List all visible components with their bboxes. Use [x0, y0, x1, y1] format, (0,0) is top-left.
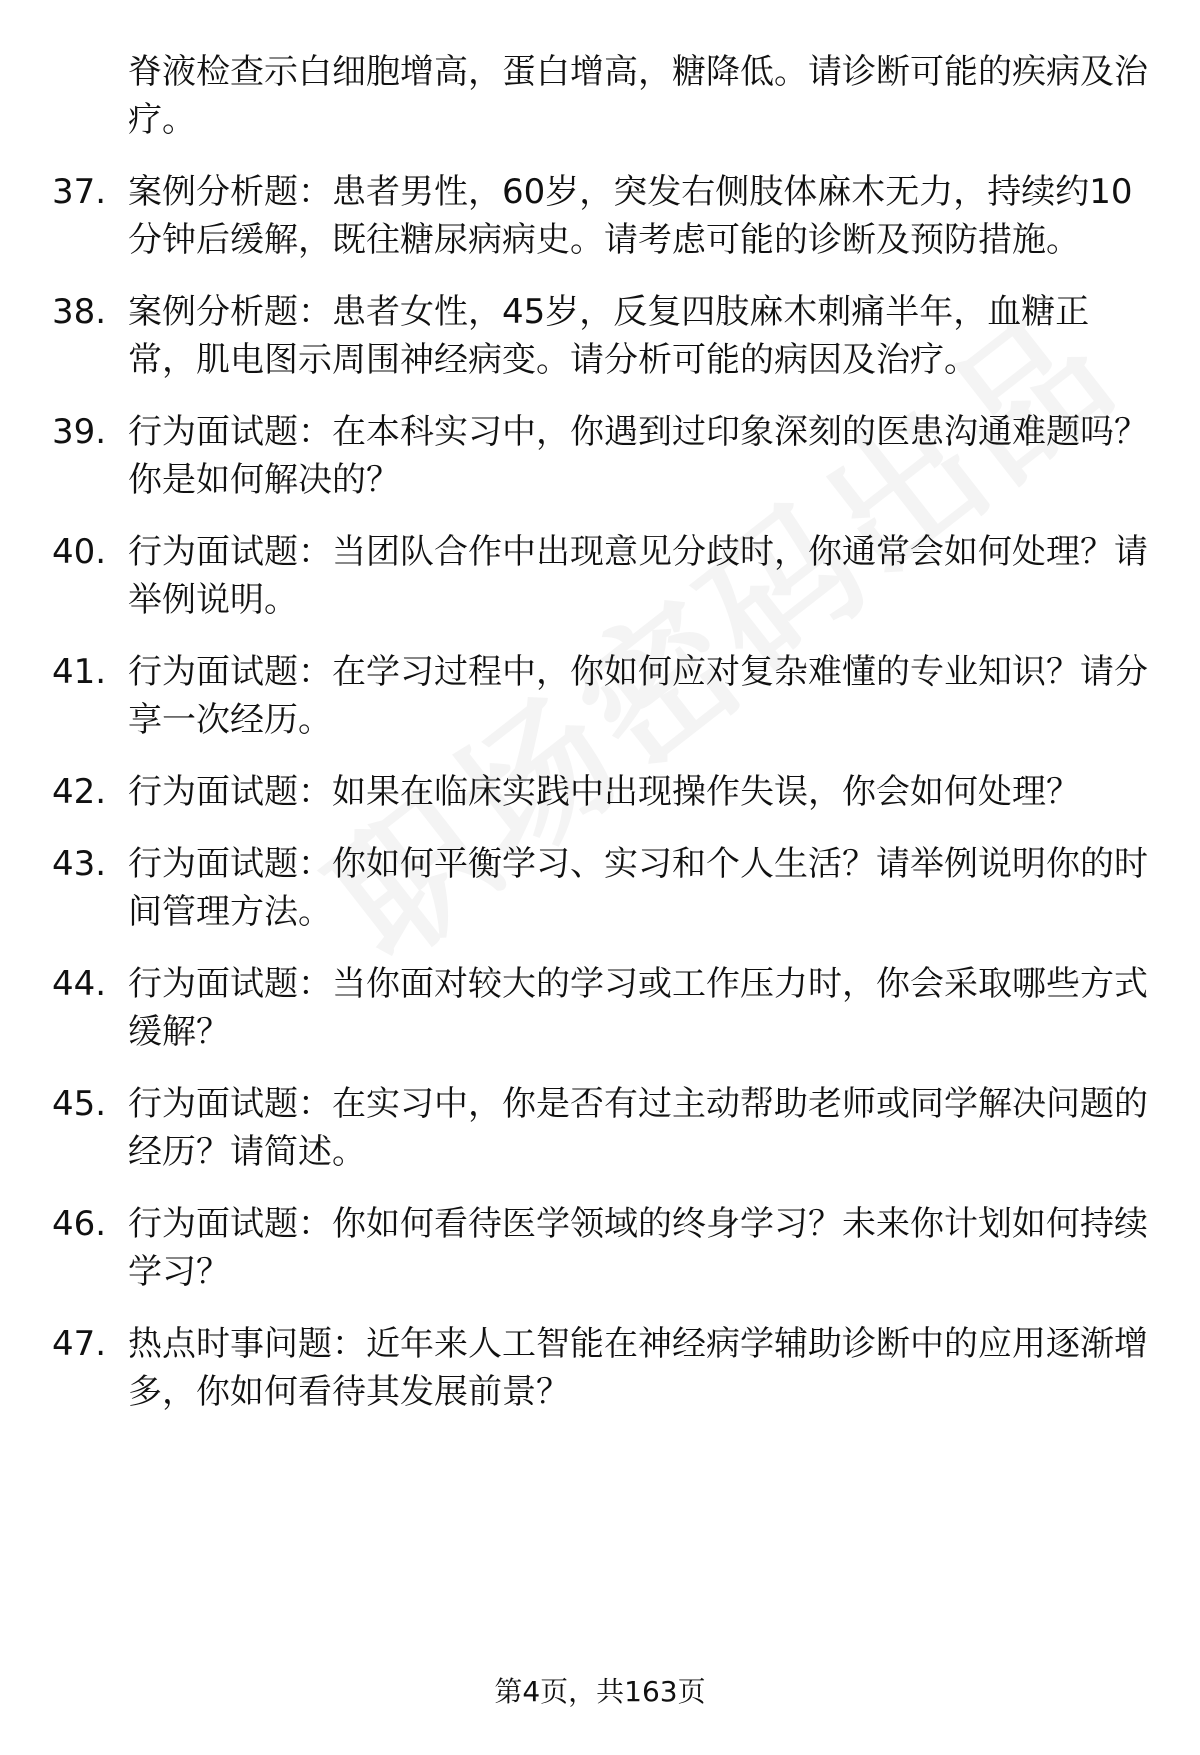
continued-question-text: 脊液检查示白细胞增高，蛋白增高，糖降低。请诊断可能的疾病及治疗。 — [128, 52, 1148, 140]
question-text: 热点时事问题：近年来人工智能在神经病学辅助诊断中的应用逐渐增多，你如何看待其发展前景？ — [128, 1324, 1148, 1412]
question-number: 40. — [52, 532, 107, 572]
page-footer: 第4页，共163页 — [494, 1675, 706, 1708]
question-text: 行为面试题：在实习中，你是否有过主动帮助老师或同学解决问题的经历？请简述。 — [128, 1084, 1148, 1172]
question-item — [0, 960, 1200, 1056]
question-number: 43. — [52, 844, 107, 884]
question-number: 39. — [52, 412, 107, 452]
question-number: 37. — [52, 172, 107, 212]
question-text: 行为面试题：在本科实习中，你遇到过印象深刻的医患沟通难题吗？你是如何解决的？ — [128, 412, 1148, 500]
question-list — [0, 48, 1200, 1440]
question-text: 案例分析题：患者男性，60岁，突发右侧肢体麻木无力，持续约10分钟后缓解，既往糖尿病病史。请考虑可能的诊断及预防措施。 — [128, 172, 1133, 260]
question-item — [0, 768, 1200, 816]
question-item — [0, 408, 1200, 504]
question-item — [0, 1080, 1200, 1176]
question-number: 41. — [52, 652, 107, 692]
continued-question — [0, 48, 1200, 144]
question-item — [0, 168, 1200, 264]
question-text: 行为面试题：当你面对较大的学习或工作压力时，你会采取哪些方式缓解？ — [128, 964, 1148, 1052]
question-item — [0, 1320, 1200, 1416]
question-number: 45. — [52, 1084, 107, 1124]
question-item — [0, 288, 1200, 384]
question-text: 行为面试题：在学习过程中，你如何应对复杂难懂的专业知识？请分享一次经历。 — [128, 652, 1148, 740]
question-text: 行为面试题：你如何看待医学领域的终身学习？未来你计划如何持续学习？ — [128, 1204, 1148, 1292]
question-text: 行为面试题：你如何平衡学习、实习和个人生活？请举例说明你的时间管理方法。 — [128, 844, 1148, 932]
question-item — [0, 648, 1200, 744]
question-item — [0, 528, 1200, 624]
question-text: 行为面试题：如果在临床实践中出现操作失误，你会如何处理？ — [128, 772, 1080, 812]
question-item — [0, 1200, 1200, 1296]
question-number: 44. — [52, 964, 107, 1004]
question-number: 42. — [52, 772, 107, 812]
question-item — [0, 840, 1200, 936]
question-number: 46. — [52, 1204, 107, 1244]
question-text: 案例分析题：患者女性，45岁，反复四肢麻木刺痛半年，血糖正常，肌电图示周围神经病变。请分析可能的病因及治疗。 — [128, 292, 1090, 380]
question-number: 47. — [52, 1324, 107, 1364]
question-number: 38. — [52, 292, 107, 332]
question-text: 行为面试题：当团队合作中出现意见分歧时，你通常会如何处理？请举例说明。 — [128, 532, 1148, 620]
